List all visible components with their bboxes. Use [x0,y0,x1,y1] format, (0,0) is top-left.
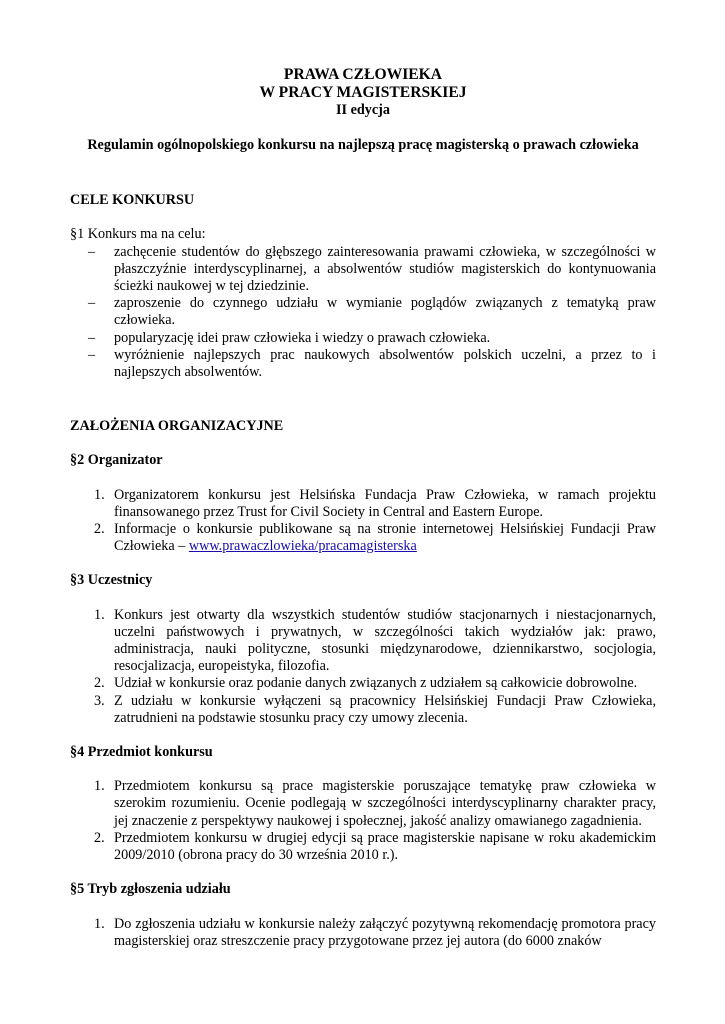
dash-bullet: – [88,243,96,260]
list-item [70,330,656,347]
document-subtitle: Regulamin ogólnopolskiego konkursu na najlepszą pracę magisterską o prawach człowieka [87,137,639,153]
document-page [70,66,656,950]
paragraph-1 [70,226,656,243]
dash-bullet: – [88,295,96,312]
list-number: 1. [94,606,105,623]
list-item-text: Z udziału w konkursie wyłączeni są pracownicy Helsińskiej Fundacji Praw Człowieka, zatrudnieni na podstawie stosunku pracy czy umowy zlecenia. [114,692,656,726]
website-link[interactable]: www.prawaczlowieka/pracamagisterska [188,538,417,555]
dash-bullet: – [88,329,96,346]
list-item [70,295,656,329]
list-number: 1. [94,778,105,795]
dash-bullet: – [88,346,96,363]
list-item [70,347,656,381]
list-item-text: wyróżnienie najlepszych prac naukowych absolwentów polskich uczelni, a przez to i najlepszych absolwentów. [114,346,656,381]
title-line-2: W PRACY MAGISTERSKIEJ [259,84,467,101]
list-item [70,607,656,676]
subject-list [70,778,656,864]
list-item-text: Udział w konkursie oraz podanie danych związanych z udziałem są całkowicie dobrowolne. [114,675,638,692]
list-item-text: Konkurs jest otwarty dla wszystkich studentów studiów stacjonarnych i niestacjonarnych, uczelni państwowych i prywatnych, w szczególności takich wydziałów jak: prawo, administracja, nauki polityczne, stosunki międzynarodowe, dziennikarstwo, socjologia, resocjalizacja, europeistyka, filozofia. [114,606,656,675]
paragraph-1-intro: Konkurs ma na celu: [84,226,206,243]
list-item-text: zachęcenie studentów do głębszego zainteresowania prawami człowieka, w szczególności w płaszczyźnie interdyscyplinarnej, a absolwentów studiów magisterskich do kontynuowania ścieżki naukowej w tej dziedzinie. [114,243,656,295]
goals-list [70,244,656,382]
list-item-text: Przedmiotem konkursu w drugiej edycji są prace magisterskie napisane w roku akademickim 2009/2010 (obrona pracy do 30 września 2010 r.). [114,829,656,864]
list-item [70,830,656,864]
list-number: 2. [94,521,105,538]
edition-label: II edycja [336,102,390,118]
list-item [70,778,656,830]
list-item [70,675,656,692]
list-item-text: Przedmiotem konkursu są prace magisterskie poruszające tematykę praw człowieka w szerokim rozumieniu. Ocenie podlegają w szczególności interdyscyplinarny charakter pracy, jej znaczenie z perspektywy naukowej i społecznej, jakość analizy omawianego zagadnienia. [114,778,656,829]
list-number: 2. [94,829,105,846]
list-number: 1. [94,915,105,932]
application-list [70,916,656,950]
list-item-text: Do zgłoszenia udziału w konkursie należy załączyć pozytywną rekomendację promotora pracy magisterskiej oraz streszczenie pracy przygotowane przez jej autora (do 6000 znaków [114,915,656,949]
section-heading-zalozenia: ZAŁOŻENIA ORGANIZACYJNE [70,418,284,435]
list-number: 2. [94,675,105,692]
paragraph-3-title: §3 Uczestnicy [70,572,153,589]
list-item-text: Informacje o konkursie publikowane są na stronie internetowej Helsińskiej Fundacji Praw Człowieka – [114,521,656,555]
list-item [70,244,656,296]
list-item-text: popularyzację idei praw człowieka i wiedzy o prawach człowieka. [114,329,491,346]
participants-list [70,607,656,727]
list-number: 3. [94,692,105,709]
title-line-1: PRAWA CZŁOWIEKA [283,66,443,83]
list-item [70,693,656,727]
section-heading-cele: CELE KONKURSU [70,192,195,209]
list-item-text: Organizatorem konkursu jest Helsińska Fundacja Praw Człowieka, w ramach projektu finansowanego przez Trust for Civil Society in Central and Eastern Europe. [114,486,656,520]
document-title [70,66,656,102]
list-item [70,916,656,950]
list-item [70,521,656,555]
paragraph-2-title: §2 Organizator [70,452,163,469]
paragraph-5-title: §5 Tryb zgłoszenia udziału [70,881,231,898]
organizer-list [70,487,656,556]
list-item [70,487,656,521]
paragraph-4-title: §4 Przedmiot konkursu [70,744,213,761]
list-item-text: zaproszenie do czynnego udziału w wymianie poglądów związanych z tematyką praw człowieka. [114,295,656,329]
list-number: 1. [94,486,105,503]
paragraph-1-label: §1 [70,226,85,243]
